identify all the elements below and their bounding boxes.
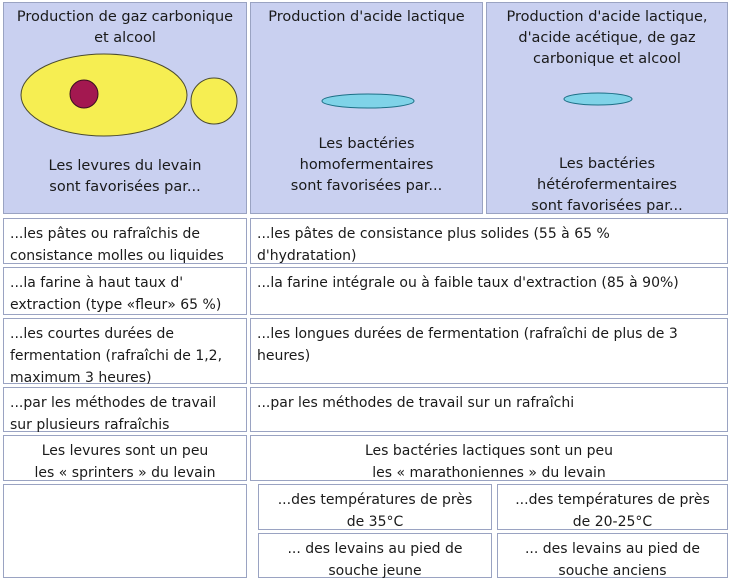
summary-bacteria: Les bactéries lactiques sont un peu les « marathoniennes » du levain: [250, 435, 728, 481]
empty-cell: [3, 484, 247, 578]
row-flour-bacteria: ...la farine intégrale ou à faible taux d'extraction (85 à 90%): [250, 267, 728, 315]
summary-yeasts: Les levures sont un peu les « sprinters » du levain: [3, 435, 247, 481]
row-duration-yeasts: ...les courtes durées de fermentation (rafraîchi de 1,2, maximum 3 heures): [3, 318, 247, 384]
bacteria-rod: [322, 94, 414, 108]
starter-hetero: ... des levains au pied de souche anciens: [497, 533, 728, 578]
row-consistency-yeasts: ...les pâtes ou rafraîchis de consistance molles ou liquides: [3, 218, 247, 264]
row-methods-bacteria: ...par les méthodes de travail sur un rafraîchi: [250, 387, 728, 432]
header-yeasts-description: Les levures du levain sont favorisées par...: [48, 158, 202, 195]
yeast-nucleus: [70, 80, 98, 108]
yeast-body: [21, 54, 187, 136]
temperature-hetero: ...des températures de près de 20-25°C: [497, 484, 728, 530]
starter-homo: ... des levains au pied de souche jeune: [258, 533, 492, 578]
temperature-homo: ...des températures de près de 35°C: [258, 484, 492, 530]
row-duration-bacteria: ...les longues durées de fermentation (rafraîchi de plus de 3 heures): [250, 318, 728, 384]
header-yeasts-title: Production de gaz carbonique et alcool: [16, 9, 234, 46]
yeast-bud: [191, 78, 237, 124]
header-homo-description: Les bactéries homofermentaires sont favorisées par...: [290, 136, 443, 194]
header-homo-title: Production d'acide lactique: [268, 9, 465, 25]
bacteria-rod: [564, 93, 632, 105]
header-hetero-title: Production d'acide lactique, d'acide acétique, de gaz carbonique et alcool: [506, 9, 708, 67]
header-homofermentative: [250, 2, 483, 214]
row-flour-yeasts: ...la farine à haut taux d' extraction (type «fleur» 65 %): [3, 267, 247, 315]
header-yeasts: [3, 2, 247, 214]
row-methods-yeasts: ...par les méthodes de travail sur plusieurs rafraîchis: [3, 387, 247, 432]
row-consistency-bacteria: ...les pâtes de consistance plus solides (55 à 65 % d'hydratation): [250, 218, 728, 264]
header-hetero-description: Les bactéries hétérofermentaires sont favorisées par...: [531, 156, 683, 214]
header-heterofermentative: [486, 2, 728, 214]
